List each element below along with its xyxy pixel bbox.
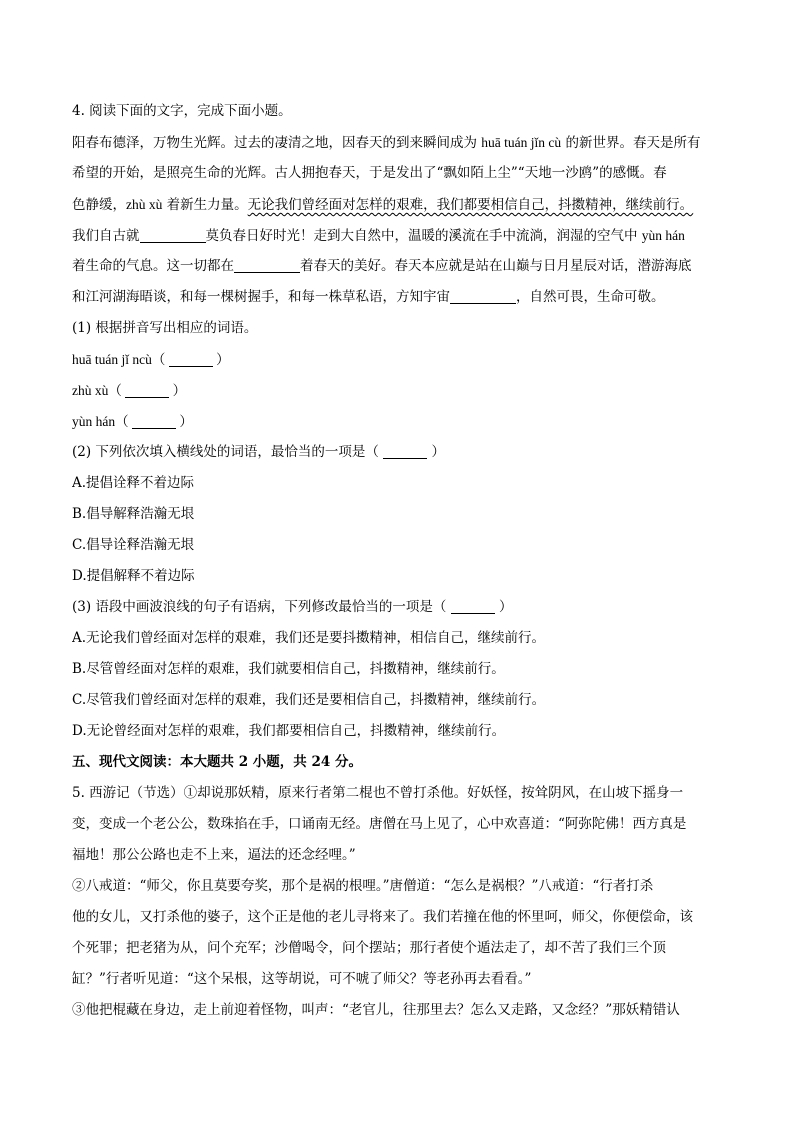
option-d[interactable]: D.无论曾经面对怎样的艰难，我们都要相信自己，抖擞精神，继续前行。 [72,723,506,739]
question-5-line: 缸？”行者听见道：“这个呆根，这等胡说，可不唬了师父？等老孙再去看看。” [72,971,532,987]
question-5-line: 他的女儿，又打杀他的婆子，这个正是他的老儿寻将来了。我们若撞在他的怀里呵，师父，你便偿命，该 [72,909,693,925]
option-b[interactable]: B.倡导解释浩瀚无垠 [72,506,195,522]
question-5-line: 福地！那公公路也走不上来，逼法的还念经哩。” [72,847,356,863]
sub-question-2-prompt [72,437,722,468]
question-5-line: ③他把棍藏在身边，走上前迎着怪物，叫声：“老官儿，往那里去？怎么又走路，又念经？”那妖精错认 [72,1002,680,1018]
pinyin-zhuxu: zhù xù [126,197,163,212]
option-a[interactable]: A.提倡诠释不着边际 [72,475,195,491]
section-heading: 五、现代文阅读：本大题共 2 小题，共 24 分。 [72,754,362,770]
pinyin-answer-3 [72,406,722,437]
option-a[interactable]: A.无论我们曾经面对怎样的艰难，我们还是要抖擞精神，相信自己，继续前行。 [72,630,546,646]
paren-close: ） [431,444,446,460]
sub-question-3-prompt [72,592,722,623]
answer-blank[interactable] [132,411,176,429]
question-5-line: 个死罪；把老猪为从，问个充军；沙僧喝令，问个摆站；那行者使个遁法走了，却不苦了我们三个顶 [72,940,666,956]
pinyin-huatuanjincu: huā tuán jǐn cù [481,135,562,150]
passage-text: 着春天的美好。春天本应就是站在山巅与日月星辰对话，潜游海底 [300,258,692,274]
passage-text: 着生命的气息。这一切都在 [72,258,234,274]
passage-line-6 [72,282,722,313]
paren-close: ） [216,352,230,367]
question-5-line: ②八戒道：“师父，你且莫要夸奖，那个是祸的根哩。”唐僧道：“怎么是祸根？”八戒道：“行者打杀 [72,878,654,894]
passage-text: 和江河湖海晤谈，和每一棵树握手，和每一株草私语，方知宇宙 [72,289,450,305]
passage-text: 我们自古就 [72,228,140,244]
option-b[interactable]: B.尽管曾经面对怎样的艰难，我们就要相信自己，抖擞精神，继续前行。 [72,661,505,677]
passage-text: 着新生力量。 [162,197,248,213]
prompt-text: (2) 下列依次填入横线处的词语，最恰当的一项是（ [72,444,379,460]
sub-question-1-prompt: (1) 根据拼音写出相应的词语。 [72,320,258,336]
question-5-line: 变，变成一个老公公，数珠掐在手，口诵南无经。唐僧在马上见了，心中欢喜道：“阿弥陀佛！西方真是 [72,816,687,832]
passage-text: 的新世界。春天是所有 [561,135,701,151]
passage-line-5 [72,251,722,282]
paren-close: ） [499,599,513,615]
answer-blank[interactable] [383,441,427,459]
passage-text: 莫负春日好时光！走到大自然中，温暖的溪流在手中流淌，润湿的空气中 [205,228,642,244]
answer-blank[interactable] [451,596,495,614]
option-d[interactable]: D.提倡解释不着边际 [72,568,195,584]
passage-line-2: 希望的开始，是照亮生命的光辉。古人拥抱春天，于是发出了“飘如陌上尘”“天地一沙鸥”的感慨。春 [72,165,667,181]
wavy-underlined-sentence: 无论我们曾经面对怎样的艰难，我们都要相信自己，抖擞精神，继续前行。 [247,197,694,213]
answer-blank[interactable] [169,349,213,367]
paren-close: ） [172,383,187,398]
pinyin-label: yùn hán（ [72,414,129,429]
passage-text: 色静缓， [72,197,126,213]
pinyin-answer-1 [72,344,722,375]
passage-line-1 [72,127,722,158]
prompt-text: (3) 语段中画波浪线的句子有语病，下列修改最恰当的一项是（ [72,599,447,615]
passage-text: 阳春布德泽，万物生光辉。过去的凄清之地，因春天的到来瞬间成为 [72,135,482,151]
paren-close: ） [179,414,193,429]
fill-blank-2[interactable] [234,255,300,273]
answer-blank[interactable] [125,380,169,398]
pinyin-label: zhù xù（ [72,383,122,398]
fill-blank-3[interactable] [450,286,516,304]
question-5-line: 5. 西游记（节选）①却说那妖精，原来行者第二棍也不曾打杀他。好妖怪，按耸阴风，在山坡下摇身一 [72,785,684,801]
fill-blank-1[interactable] [140,225,206,243]
passage-line-3 [72,189,722,220]
pinyin-yunhan: yùn hán [641,228,685,243]
option-c[interactable]: C.尽管我们曾经面对怎样的艰难，我们还是要相信自己，抖擞精神，继续前行。 [72,692,546,708]
question-4-title: 4. 阅读下面的文字，完成下面小题。 [72,103,292,119]
option-c[interactable]: C.倡导诠释浩瀚无垠 [72,537,195,553]
page-content [72,96,722,1026]
pinyin-answer-2 [72,375,722,406]
passage-line-4 [72,220,722,251]
passage-text: ，自然可畏，生命可敬。 [516,289,665,305]
pinyin-label: huā tuán jǐ ncù（ [72,352,166,367]
